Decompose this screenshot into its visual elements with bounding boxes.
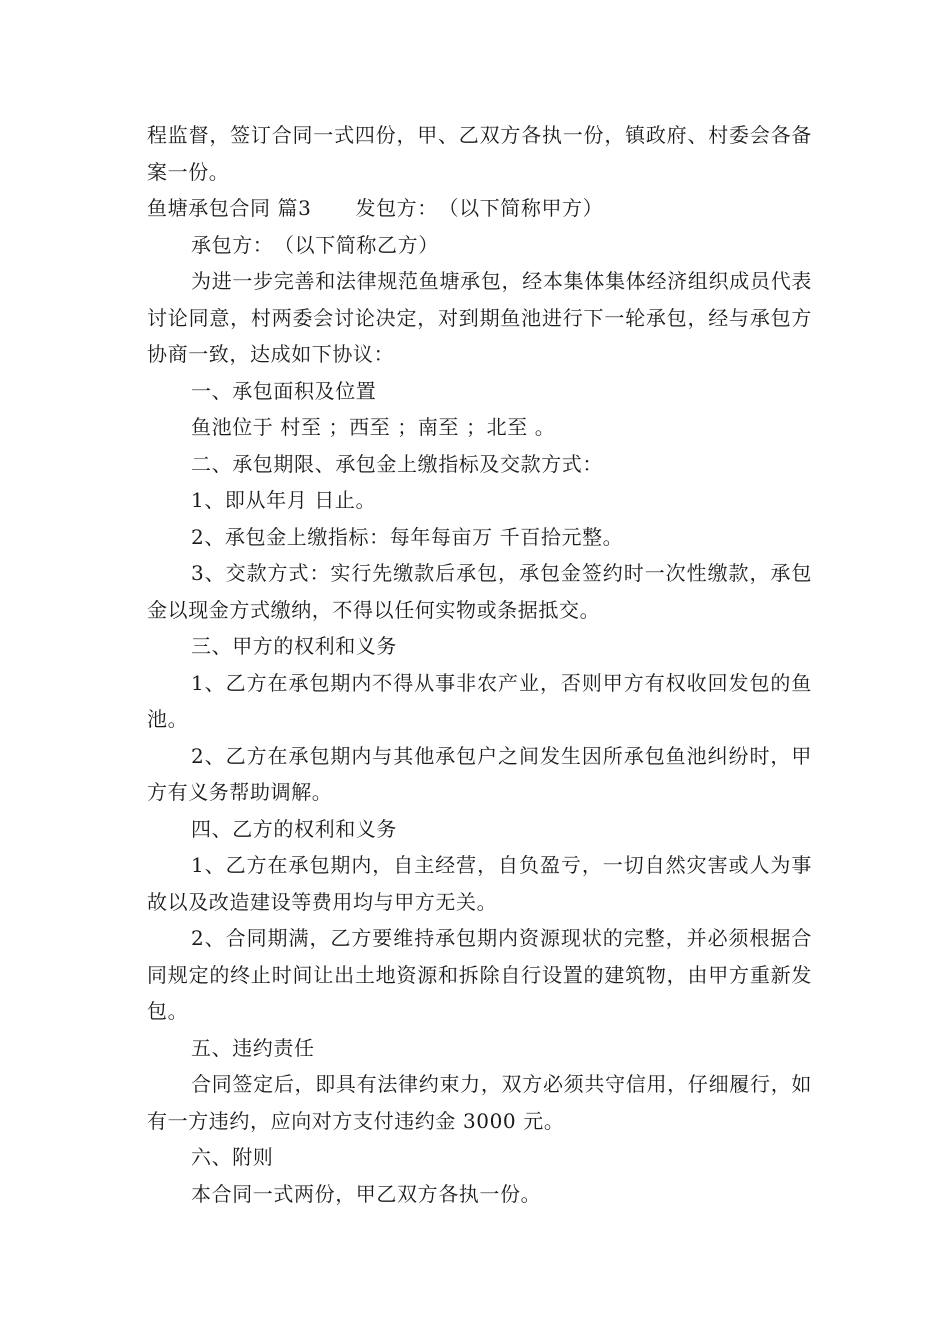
section-heading: 二、承包期限、承包金上缴指标及交款方式： — [191, 451, 603, 476]
paragraph-continuation: 程监督，签订合同一式四份，甲、乙双方各执一份，镇政府、村委会各备案一份。 — [147, 123, 812, 184]
contract-heading-line — [147, 190, 812, 227]
section-heading: 五、违约责任 — [191, 1035, 315, 1060]
document-body — [147, 117, 812, 1212]
section-heading: 三、甲方的权利和义务 — [191, 634, 397, 658]
clause-paragraph: 1、乙方在承包期内不得从事非农产业，否则甲方有权收回发包的鱼池。 — [147, 670, 812, 731]
contract-title: 鱼塘承包合同 篇3 — [147, 196, 312, 220]
clause-paragraph: 2、承包金上缴指标：每年每亩万 千百拾元整。 — [191, 524, 624, 549]
clause-paragraph: 1、即从年月 日止。 — [191, 488, 377, 512]
contractor-party-label: 发包方： （以下简称甲方） — [355, 196, 604, 220]
clause-paragraph: 3、交款方式：实行先缴款后承包，承包金签约时一次性缴款，承包金以现金方式缴纳，不得以任何实物或条据抵交。 — [147, 561, 812, 622]
clause-paragraph: 2、合同期满，乙方要维持承包期内资源现状的完整，并必须根据合同规定的终止时间让出土地资源和拆除自行设置的建筑物，由甲方重新发包。 — [147, 926, 812, 1023]
clause-paragraph: 鱼池位于 村至 ；西至 ；南至 ；北至 。 — [191, 415, 556, 439]
section-heading: 六、附则 — [191, 1145, 274, 1169]
clause-paragraph: 1、乙方在承包期内，自主经营，自负盈亏，一切自然灾害或人为事故以及改造建设等费用均与甲方无关。 — [147, 853, 812, 914]
contractee-party-label: 承包方： （以下简称乙方） — [191, 232, 439, 257]
section-heading: 一、承包面积及位置 — [191, 378, 377, 403]
clause-paragraph: 本合同一式两份，甲乙双方各执一份。 — [191, 1181, 542, 1206]
preamble-paragraph: 为进一步完善和法律规范鱼塘承包，经本集体集体经济组织成员代表讨论同意，村两委会讨论决定，对到期鱼池进行下一轮承包，经与承包方协商一致，达成如下协议： — [147, 269, 812, 366]
clause-paragraph: 合同签定后，即具有法律约束力，双方必须共守信用，仔细履行，如有一方违约，应向对方支付违约金 3000 元。 — [147, 1072, 812, 1133]
section-heading: 四、乙方的权利和义务 — [191, 816, 397, 841]
clause-paragraph: 2、乙方在承包期内与其他承包户之间发生因所承包鱼池纠纷时，甲方有义务帮助调解。 — [147, 743, 812, 804]
